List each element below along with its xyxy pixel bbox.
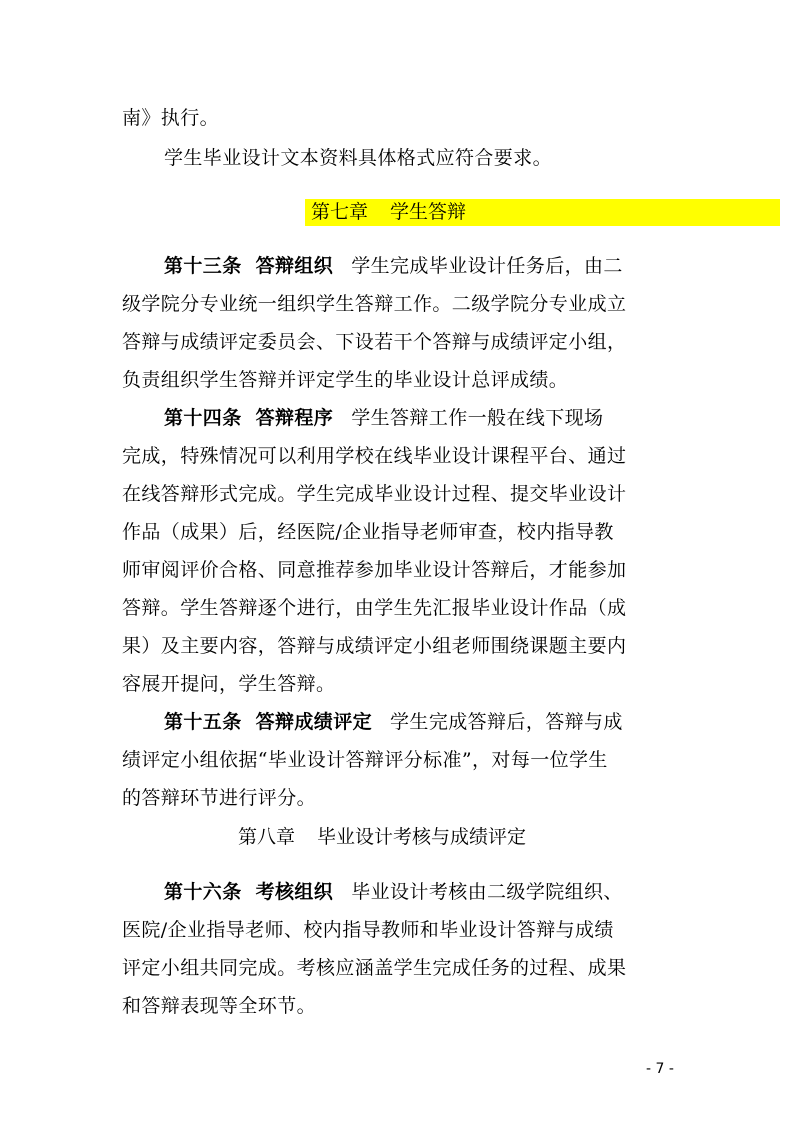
chapter-heading	[311, 197, 466, 227]
text-line: 医院/企业指导老师、校内指导教师和毕业设计答辩与成绩	[122, 919, 614, 941]
article-name: 考核组织	[255, 881, 334, 903]
article-first-line	[164, 400, 674, 436]
chapter-heading	[238, 822, 526, 852]
text-line: 绩评定小组依据“毕业设计答辩评分标准”，对每一位学生	[122, 749, 608, 771]
article-name: 答辩组织	[255, 255, 334, 277]
chapter-number: 第七章	[311, 201, 369, 223]
text-line: 答辩。学生答辩逐个进行，由学生先汇报毕业设计作品（成	[122, 597, 627, 619]
article-label: 第十三条	[164, 255, 242, 277]
chapter-title: 毕业设计考核与成绩评定	[317, 826, 527, 848]
article-text: 学生完成答辩后，答辩与成	[390, 711, 623, 733]
text-line: 的答辩环节进行评分。	[122, 787, 317, 809]
article-text: 毕业设计考核由二级学院组织、	[351, 881, 623, 903]
text-line: 级学院分专业统一组织学生答辩工作。二级学院分专业成立	[122, 293, 627, 315]
text-line: 评定小组共同完成。考核应涵盖学生完成任务的过程、成果	[122, 957, 627, 979]
text-line: 负责组织学生答辩并评定学生的毕业设计总评成绩。	[122, 369, 569, 391]
article-name: 答辩程序	[255, 407, 334, 429]
page-number: - 7 -	[646, 1061, 674, 1077]
article-text: 学生答辩工作一般在线下现场	[351, 407, 604, 429]
article-name: 答辩成绩评定	[255, 711, 373, 733]
text-line: 作品（成果）后，经医院/企业指导老师审查，校内指导教	[122, 521, 614, 543]
text-line: 答辩与成绩评定委员会、下设若干个答辩与成绩评定小组，	[122, 331, 627, 353]
text-line: 师审阅评价合格、同意推荐参加毕业设计答辩后，才能参加	[122, 559, 627, 581]
article-first-line	[164, 874, 674, 910]
text-line: 学生毕业设计文本资料具体格式应符合要求。	[164, 147, 553, 169]
chapter-number: 第八章	[238, 826, 296, 848]
text-line: 和答辩表现等全环节。	[122, 995, 317, 1017]
article-label: 第十五条	[164, 711, 242, 733]
text-line: 容展开提问，学生答辩。	[122, 673, 336, 695]
article-label: 第十六条	[164, 881, 242, 903]
text-line: 果）及主要内容，答辩与成绩评定小组老师围绕课题主要内	[122, 635, 627, 657]
chapter-title: 学生答辩	[390, 201, 467, 223]
article-text: 学生完成毕业设计任务后，由二	[351, 255, 623, 277]
article-first-line	[164, 248, 674, 284]
article-first-line	[164, 704, 674, 740]
text-line: 南》执行。	[122, 107, 220, 129]
text-line: 完成，特殊情况可以利用学校在线毕业设计课程平台、通过	[122, 445, 627, 467]
text-line: 在线答辩形式完成。学生完成毕业设计过程、提交毕业设计	[122, 483, 627, 505]
article-label: 第十四条	[164, 407, 242, 429]
